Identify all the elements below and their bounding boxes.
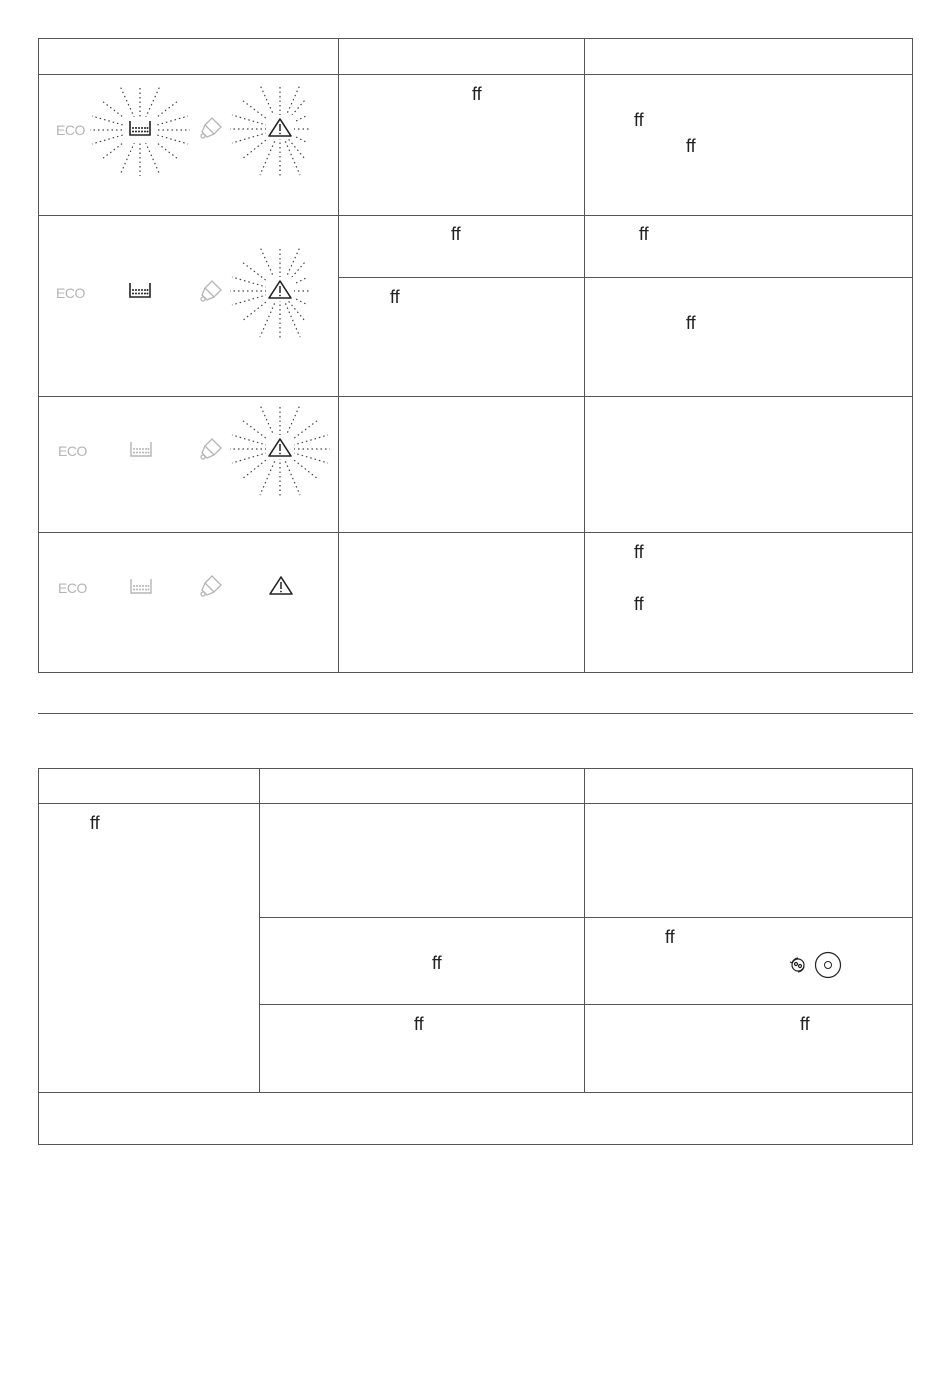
warning-icon — [230, 82, 330, 179]
solution-mark: ff — [665, 927, 675, 947]
table1-header-divider — [38, 74, 912, 75]
table1-row-divider — [38, 396, 912, 397]
problem-mark: ff — [90, 813, 100, 833]
solution-mark: ff — [634, 594, 644, 614]
cause-mark: ff — [432, 953, 442, 973]
cause-mark: ff — [451, 224, 461, 244]
troubleshooting-table-problems — [38, 768, 913, 1145]
cause-mark: ff — [414, 1014, 424, 1034]
table1-row-divider — [38, 532, 912, 533]
start-button-icon — [814, 951, 842, 979]
cause-mark: ff — [390, 287, 400, 307]
section-divider — [38, 713, 913, 714]
salt-icon — [198, 278, 224, 304]
table2-header-divider — [38, 803, 912, 804]
rinse-aid-icon — [129, 439, 153, 459]
cause-mark: ff — [472, 84, 482, 104]
eco-indicator: ECO — [56, 285, 85, 301]
warning-flashing-icon — [230, 402, 330, 499]
table2-column-divider — [259, 768, 260, 1092]
table2-footer-divider — [38, 1092, 912, 1093]
warning-flashing-icon — [230, 82, 330, 179]
warning-icon — [268, 575, 294, 597]
table2-subrow-divider — [259, 1004, 912, 1005]
solution-mark: ff — [686, 313, 696, 333]
warning-icon — [230, 244, 330, 341]
warning-icon — [230, 402, 330, 499]
table1-subrow-divider — [338, 277, 912, 278]
solution-mark: ff — [686, 136, 696, 156]
eco-indicator: ECO — [58, 580, 87, 596]
solution-mark: ff — [800, 1014, 810, 1034]
rinse-aid-flashing-icon — [90, 83, 190, 178]
solution-mark: ff — [639, 224, 649, 244]
table1-column-divider — [338, 38, 339, 672]
salt-icon — [198, 115, 224, 141]
table1-column-divider — [584, 38, 585, 672]
solution-mark: ff — [634, 110, 644, 130]
solution-mark: ff — [634, 542, 644, 562]
table2-column-divider — [584, 768, 585, 1092]
table2-subrow-divider — [259, 917, 912, 918]
eco-indicator: ECO — [56, 122, 85, 138]
rinse-aid-icon — [90, 83, 190, 178]
rinse-aid-icon — [128, 280, 152, 300]
rinse-aid-icon — [129, 576, 153, 596]
salt-icon — [198, 573, 224, 599]
eco-indicator: ECO — [58, 443, 87, 459]
spray-arm-icon — [788, 955, 808, 975]
salt-icon — [198, 436, 224, 462]
warning-flashing-icon — [230, 244, 330, 341]
table1-row-divider — [38, 215, 912, 216]
